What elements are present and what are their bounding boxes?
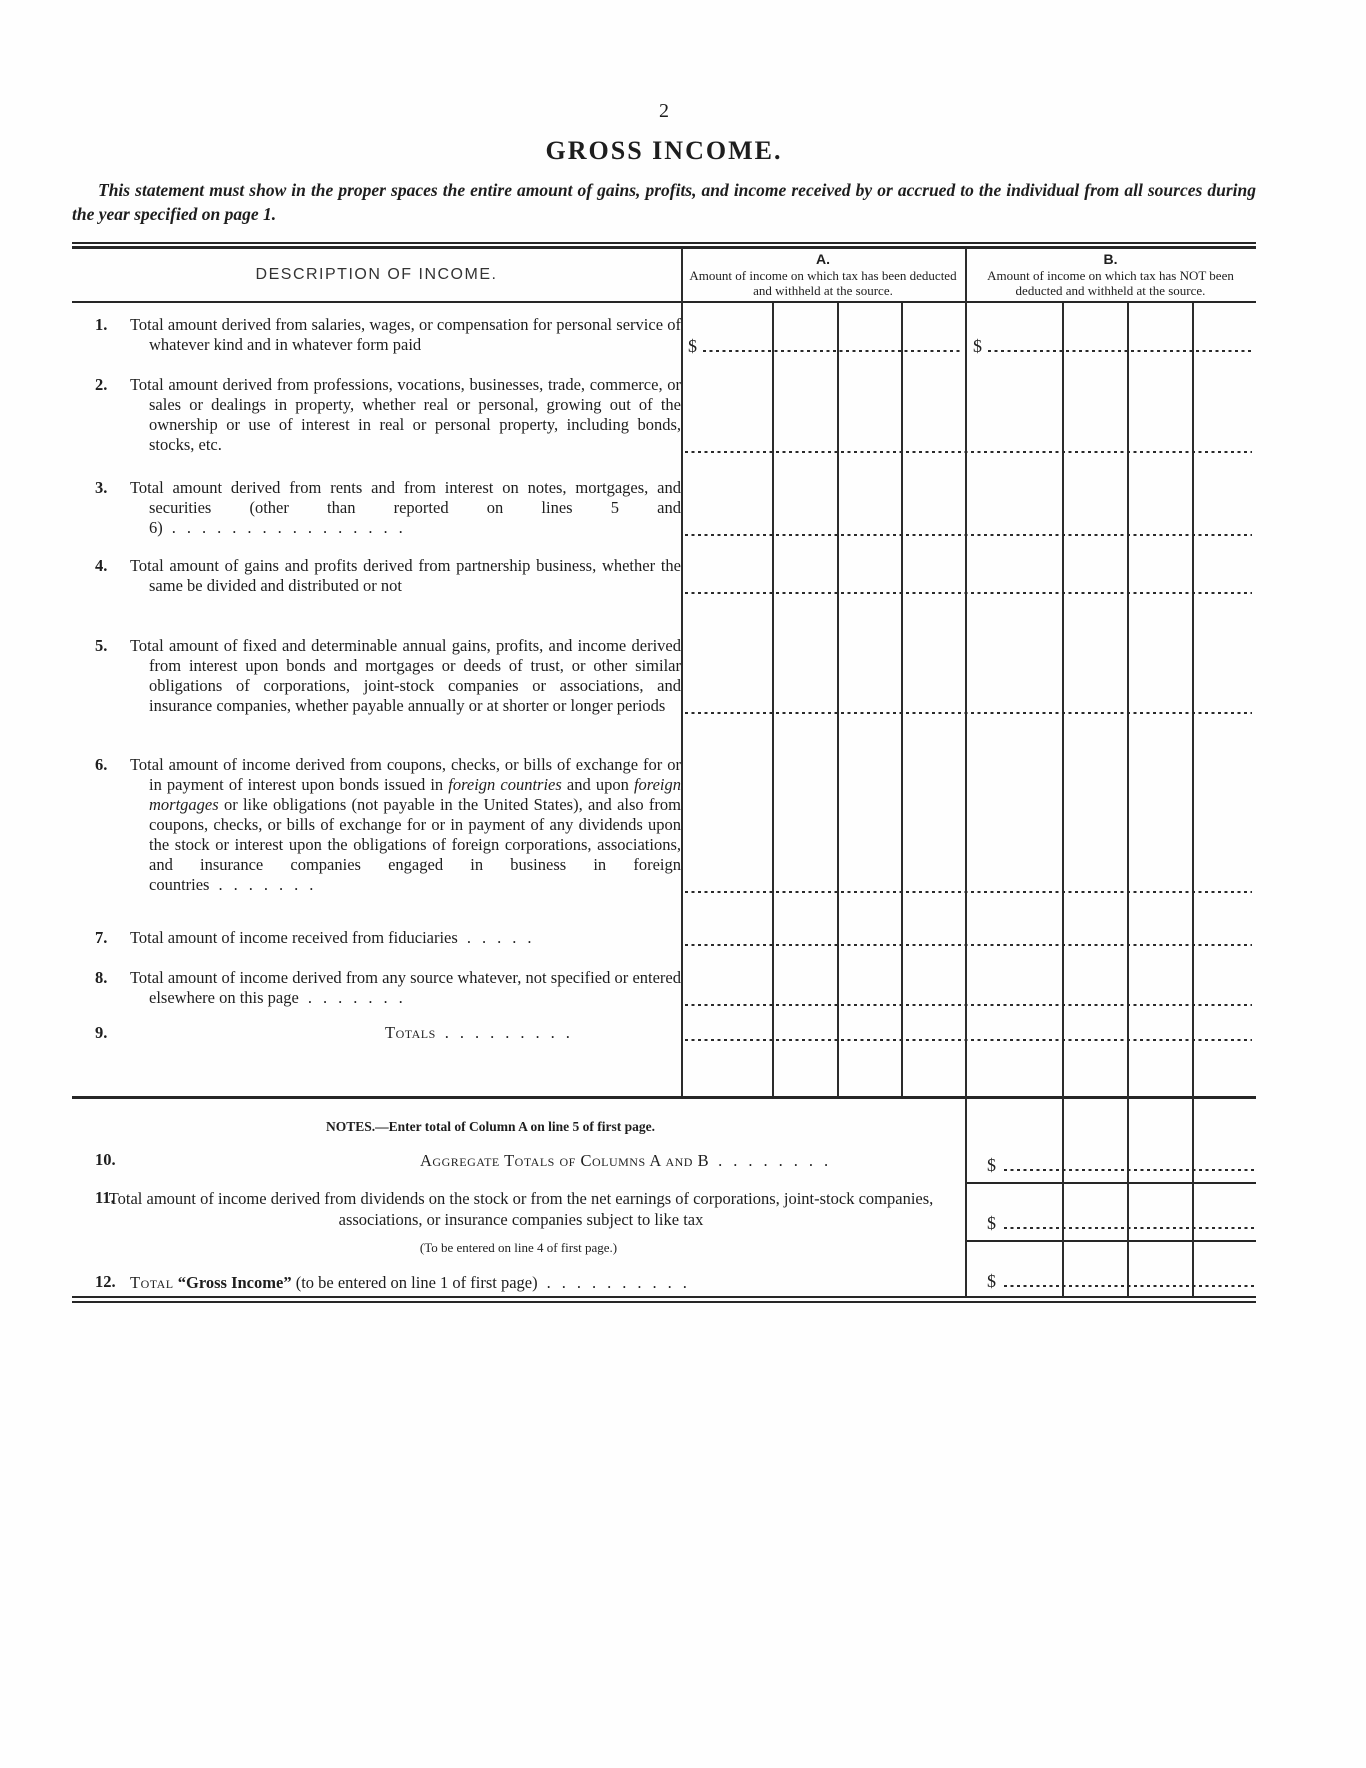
row-8-number: 8. <box>95 968 108 987</box>
row-11-note: (To be entered on line 4 of first page.) <box>419 1240 618 1255</box>
table-bottom-rule-2 <box>72 1301 1256 1303</box>
dot-leader: ........ <box>718 1151 840 1170</box>
income-row-2 <box>72 375 1256 455</box>
entry-dotted-line <box>1004 1227 1254 1229</box>
income-row-1 <box>72 315 1256 355</box>
page-number: 2 <box>659 100 669 122</box>
row-8-description: Total amount of income derived from any source whatever, not specified or entered elsewhere on this page ....... <box>130 968 681 1007</box>
row-5-number: 5. <box>95 636 108 655</box>
dollar-sign: $ <box>987 1213 996 1233</box>
row-12-amount-entry <box>973 1270 1254 1290</box>
dot-leader: .......... <box>546 1273 698 1292</box>
row-1-number: 1. <box>95 315 108 334</box>
row-3-amount-entry-line <box>685 534 1252 536</box>
row-10-amount-entry <box>973 1154 1254 1174</box>
row-1-amount-entry-a <box>688 337 960 355</box>
intro-statement: This statement must show in the proper spaces the entire amount of gains, profits, and income received by or accrued to the individual from all sources during the year specified on page 1. <box>72 180 1256 224</box>
entry-dotted-line <box>1004 1169 1254 1171</box>
gross-income-table <box>72 242 1256 1304</box>
line-10-underline <box>965 1182 1256 1184</box>
income-row-3 <box>72 478 1256 538</box>
row-2-amount-entry-line <box>685 451 1252 453</box>
column-a-letter: A. <box>816 251 830 267</box>
column-b-letter: B. <box>1103 251 1118 267</box>
row-11-number: 11. <box>95 1188 115 1207</box>
dot-leader: ....... <box>307 988 414 1007</box>
dot-leader: ......... <box>444 1023 581 1042</box>
entry-dotted-line <box>1004 1285 1254 1287</box>
line-11-underline <box>965 1240 1256 1242</box>
page-title: GROSS INCOME. <box>545 136 783 165</box>
row-10-number: 10. <box>95 1150 116 1169</box>
row-11-description: Total amount of income derived from dividends on the stock or from the net earnings of corporations, joint-stock companies, associations, or insurance companies subject to like tax <box>108 1189 934 1229</box>
row-7-amount-entry-line <box>685 944 1252 946</box>
italic-phrase: foreign mortgages <box>149 775 681 814</box>
table-top-rule <box>72 242 1256 244</box>
dollar-sign: $ <box>973 336 982 356</box>
dot-leader: ................ <box>171 518 414 537</box>
row-6-number: 6. <box>95 755 108 774</box>
dot-leader: ....... <box>218 875 325 894</box>
row-3-description: Total amount derived from rents and from interest on notes, mortgages, and securities (other than reported on lines 5 and 6) ................ <box>130 478 681 537</box>
column-a-description: Amount of income on which tax has been deducted and withheld at the source. <box>689 268 957 298</box>
entry-dotted-line <box>988 350 1252 352</box>
description-column-header: DESCRIPTION OF INCOME. <box>255 265 498 283</box>
dot-leader: ..... <box>466 928 543 947</box>
row-2-number: 2. <box>95 375 108 394</box>
row-6-description: Total amount of income derived from coupons, checks, or bills of exchange for or in payment of interest upon bonds issued in foreign countries and upon foreign mortgages or like obligations (not payable in the United States), and also from coupons, checks, or bills of exchange for or in payment of any dividends upon the stock or interest upon the obligations of foreign corporations, associations, and insurance companies engaged in business in foreign countries ....... <box>130 755 681 894</box>
row-12-gross-income-total-label: Total “Gross Income” (to be entered on line 1 of first page) .......... <box>130 1273 698 1292</box>
row-3-number: 3. <box>95 478 108 497</box>
italic-phrase: foreign countries <box>448 775 562 794</box>
income-row-7 <box>72 928 1256 948</box>
row-9-totals-label: Totals ......... <box>385 1023 581 1042</box>
row-9-number: 9. <box>95 1023 108 1042</box>
row-2-description: Total amount derived from professions, vocations, businesses, trade, commerce, or sales or dealings in property, whether real or personal, growing out of the ownership or use of interest in real or personal property, including bonds, stocks, etc. <box>130 375 681 454</box>
entry-dotted-line <box>703 350 960 352</box>
row-4-amount-entry-line <box>685 592 1252 594</box>
income-row-8 <box>72 968 1256 1008</box>
row-9-amount-entry-line <box>685 1039 1252 1041</box>
column-b-header <box>965 248 1256 301</box>
income-row-5 <box>72 636 1256 716</box>
row-1-description: Total amount derived from salaries, wages, or compensation for personal service of whatever kind and in whatever form paid <box>130 315 681 354</box>
totals-row-rule <box>72 1096 1256 1099</box>
row-4-number: 4. <box>95 556 108 575</box>
notes-line: NOTES.—Enter total of Column A on line 5 of first page. <box>326 1119 656 1134</box>
row-6-amount-entry-line <box>685 891 1252 893</box>
dollar-sign: $ <box>987 1271 996 1291</box>
row-10-aggregate-totals-label: Aggregate Totals of Columns A and B ........ <box>420 1151 840 1170</box>
table-body <box>72 303 1256 1096</box>
row-4-description: Total amount of gains and profits derived from partnership business, whether the same be divided and distributed or not <box>130 556 681 595</box>
row-7-description: Total amount of income received from fiduciaries ..... <box>130 928 543 947</box>
table-header <box>72 248 1256 301</box>
row-8-amount-entry-line <box>685 1004 1252 1006</box>
row-1-amount-entry-b <box>973 337 1252 355</box>
row-12-number: 12. <box>95 1272 116 1291</box>
row-7-number: 7. <box>95 928 108 947</box>
row-5-amount-entry-line <box>685 712 1252 714</box>
income-row-4 <box>72 556 1256 596</box>
column-a-header <box>681 248 965 301</box>
income-row-6 <box>72 755 1256 895</box>
table-bottom-rule <box>72 1296 1256 1298</box>
dollar-sign: $ <box>688 336 697 356</box>
column-b-description: Amount of income on which tax has NOT been deducted and withheld at the source. <box>987 268 1234 298</box>
dollar-sign: $ <box>987 1155 996 1175</box>
row-5-description: Total amount of fixed and determinable annual gains, profits, and income derived from interest upon bonds and mortgages or deeds of trust, or other similar obligations of corporations, joint-stock companies or associations, and insurance companies, whether payable annually or at shorter or longer periods <box>130 636 681 715</box>
totals-row-9 <box>72 1023 1256 1043</box>
row-11-amount-entry <box>973 1212 1254 1232</box>
gross-income-bold: “Gross Income” <box>177 1273 292 1292</box>
